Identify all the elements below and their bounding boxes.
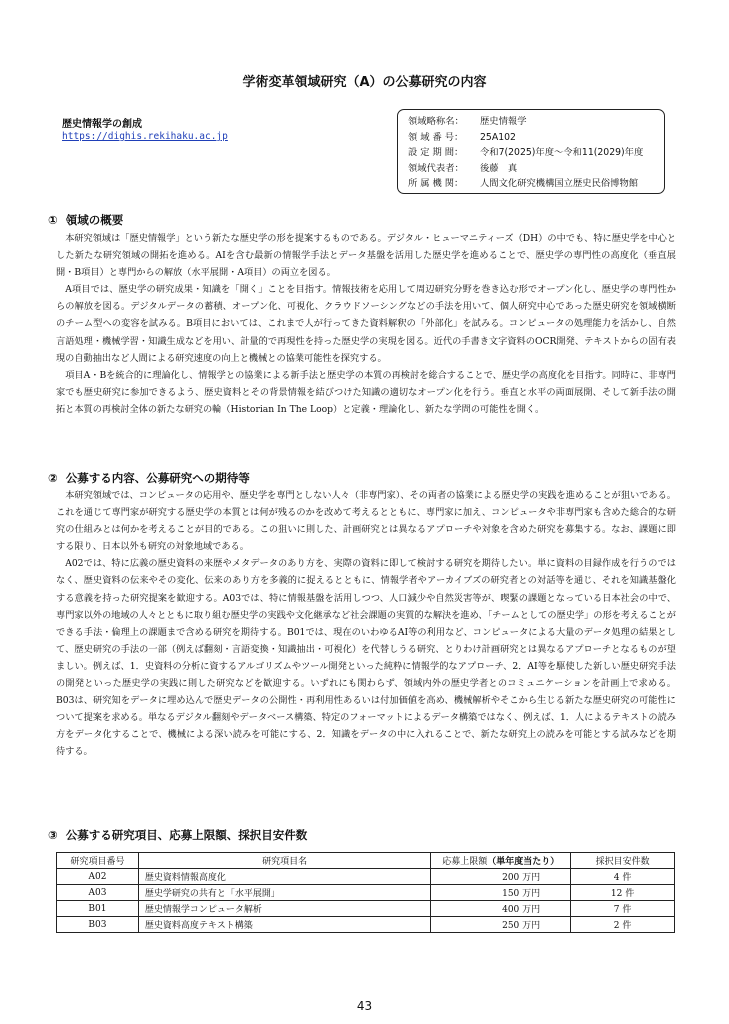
paragraph: A02では、特に広義の歴史資料の来歴やメタデータのあり方を、実際の資料に即して検討する研究を期待したい。単に資料の目録作成を行うのではなく、歴史資料の伝来やその変化、伝来のあり方を多義的に捉えるとともに、情報学者やアーカイブズの研究者との対話等を通じ、それを知識基盤化する意義を持った研究提案を歓迎する。A03では、特に情報基盤を活用しつつ、人口減少や自然災害等が、喫緊の課題となっている日本社会の中で、専門家以外の地域の人々とともに取り組む歴史学の実践や文化継承など社会課題の実質的な解決を進め、「チームとしての歴史学」の形を考えることができる手法・倫理上の課題まで含める研究を期待する。B01では、現在のいわゆるAI等の利用など、コンピュータによる大量のデータ処理の結果として、歴史研究の手法の一部（例えば翻刻・言語変換・知識抽出・可視化）を代替しうる研究、とりわけ計画研究とは異なるアプローチとなるものが望ましい。例えば、1．史資料の分析に資するアルゴリズムやツール開発といった純粋に情報学的なアプローチ、2．AI等を駆使した新しい歴史研究手法の開発といった歴史学の実践に則した研究などを歓迎する。いずれにも関わらず、領域内外の歴史学者とのコミュニケーションを計画上で求める。B03は、研究知をデータに埋め込んで歴史データの公開性・再利用性あるいは付加価値を高め、機械解析やそこから生じる新たな歴史研究の可能性について提案を求める。単なるデジタル翻刻やデータベース構築、特定のフォーマットによるデータ構築ではなく、例えば、1．人によるテキストの読み方をデータ化することで、機械による深い読みを可能にする、2．知識をデータの中に入れることで、新たな研究上の読みを可能とする試みなどを期待する。 [56,558,676,758]
section2-title: 公募する内容、公募研究への期待等 [65,471,250,485]
cell-code: A02 [57,869,139,885]
header-limit-note: （単年度当たり） [487,857,560,867]
cell-name: 歴史資料情報高度化 [138,869,430,885]
section2-number: ② [48,471,58,485]
cell-name: 歴史資料高度テキスト構築 [138,917,430,933]
table-header-row [57,853,675,869]
info-label: 設 定 期 間： [408,147,464,158]
cell-limit: 250 万円 [431,917,571,933]
info-value: 人間文化研究機構国立歴史民俗博物館 [480,178,639,189]
paragraph: 本研究領域は「歴史情報学」という新たな歴史学の形を提案するものである。デジタル・ヒューマニティーズ（DH）の中でも、特に歴史学を中心とした新たな研究領域の開拓を進める。AIを含む最新の情報学手法とデータ基盤を活用した歴史学を進めることで、歴史学の専門性の高度化（垂直展開・B項目）と専門からの解放（水平展開・A項目）の両立を図る。 [56,233,677,279]
header-code: 研究項目番号 [57,853,139,869]
cell-limit: 150 万円 [431,885,571,901]
cell-count: 7 件 [571,901,675,917]
info-row [408,176,664,192]
info-row [408,114,664,130]
info-row [408,130,664,146]
info-label: 所 属 機 関： [408,178,464,189]
paragraph: 本研究領域では、コンピュータの応用や、歴史学を専門としない人々（非専門家）、その両者の協業による歴史学の実践を進めることが狙いである。これを通じて専門家が研究する歴史学の本質とは何が残るのかを改めて考えるとともに、専門家に加え、コンピュータや非専門家も含めた総合的な研究の仕組みとは何かを考えることが目的である。この狙いに則した、計画研究とは異なるアプローチや対象を含めた研究を募集する。なお、課題に即する限り、日本以外も研究の対象地域である。 [56,490,676,553]
header-count: 採択目安件数 [571,853,675,869]
section1-heading [48,212,123,228]
info-value: 歴史情報学 [480,116,527,127]
header-limit [431,853,571,869]
cell-count: 4 件 [571,869,675,885]
cell-code: B01 [57,901,139,917]
table-row [57,885,675,901]
section3-heading [48,827,307,843]
area-info-box [397,109,665,194]
info-label: 領域略称名： [408,116,464,127]
area-url-link[interactable]: https://dighis.rekihaku.ac.jp [62,131,228,142]
section1-body [56,230,676,418]
section1-title: 領域の概要 [65,213,124,227]
paragraph: 項目A・Bを統合的に理論化し、情報学との協業による新手法と歴史学の本質の再検討を総合することで、歴史学の高度化を目指す。同時に、非専門家でも歴史研究に参加できるよう、歴史資料とその背景情報を結びつけた知識の適切なオープン化を行う。垂直と水平の両面展開、そして新手法の開拓と本質の再検討全体の新たな研究の輪（Historian In The Loop）と定義・理論化し、新たな学問の可能性を開く。 [56,369,676,415]
table-row [57,917,675,933]
section1-number: ① [48,213,58,227]
info-value: 後藤 真 [480,162,518,174]
cell-code: A03 [57,885,139,901]
section3-title: 公募する研究項目、応募上限額、採択目安件数 [65,828,308,842]
cell-count: 12 件 [571,885,675,901]
section2-body [56,487,676,761]
cell-limit: 400 万円 [431,901,571,917]
info-label: 領域代表者： [408,162,464,174]
page-title: 学術変革領域研究（A）の公募研究の内容 [242,75,487,90]
header-limit-main: 応募上限額 [442,857,488,867]
paragraph: A項目では、歴史学の研究成果・知識を「開く」ことを目指す。情報技術を応用して周辺研究分野を巻き込む形でオープン化し、歴史学の専門性からの解放を図る。デジタルデータの蓄積、オープン化、可視化、クラウドソーシングなどの手法を用いて、個人研究中心であった歴史研究を領域横断のチーム型への変容を試みる。B項目においては、これまで人が行ってきた資料解釈の「外部化」を試みる。コンピュータの処理能力を活かし、自然言語処理・機械学習・知識生成などを用い、計量的で再現性を持った歴史学の実現を図る。近代の手書き文字資料のOCR開発、テキストからの固有表現の自動抽出など人間による研究速度の向上と機械との協業可能性を探究する。 [56,284,676,364]
cell-name: 歴史情報学コンピュータ解析 [138,901,430,917]
research-items-table [56,852,675,933]
section3-number: ③ [48,828,58,842]
table-row [57,901,675,917]
header-name: 研究項目名 [138,853,430,869]
info-value: 25A102 [480,131,516,143]
area-name: 歴史情報学の創成 [62,119,142,130]
info-row [408,145,664,161]
cell-limit: 200 万円 [431,869,571,885]
cell-count: 2 件 [571,917,675,933]
cell-code: B03 [57,917,139,933]
info-row [408,161,664,177]
table-row [57,869,675,885]
info-label: 領 域 番 号： [408,131,464,143]
page-number: 43 [356,999,373,1013]
cell-name: 歴史学研究の共有と「水平展開」 [138,885,430,901]
info-value: 令和7(2025)年度～令和11(2029)年度 [480,147,644,158]
section2-heading [48,470,250,486]
